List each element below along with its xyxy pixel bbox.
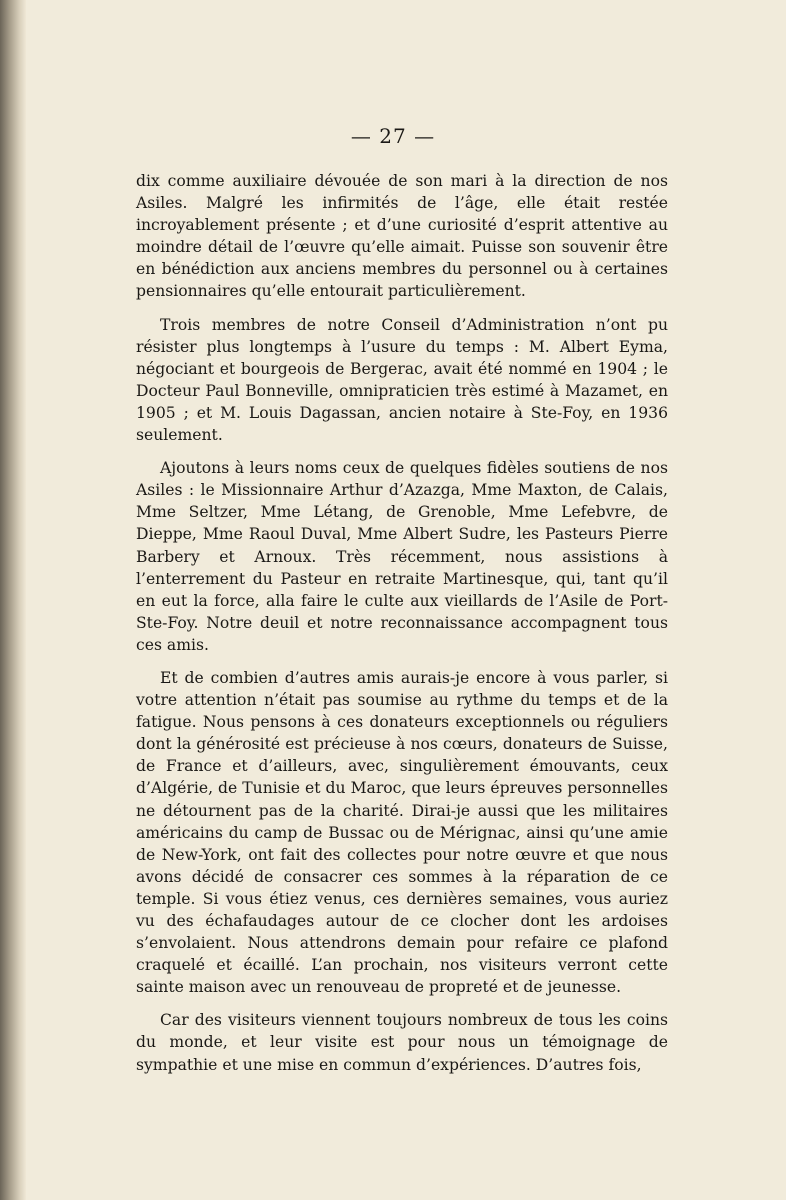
book-spine-shadow [0,0,26,1200]
paragraph-donors: Et de combien d’autres amis aurais-je encore à vous parler, si votre attention n’était pas soumise au rythme du temps et de la fatigue. Nous pensons à ces donateurs exceptionnels ou réguliers dont la générosité est précieuse à nos cœurs, donateurs de Suisse, de France et d’ailleurs, avec, singulièrement émouvants, ceux d’Algérie, de Tunisie et du Maroc, que leurs épreuves personnelles ne détournent pas de la charité. Dirai-je aussi que les militaires américains du camp de Bussac ou de Mérignac, ainsi qu’une amie de New-York, ont fait des collectes pour notre œuvre et que nous avons décidé de consacrer ces sommes à la réparation de ce temple. Si vous étiez venus, ces dernières semaines, vous auriez vu des échafaudages autour de ce clocher dont les ardoises s’envolaient. Nous attendrons demain pour refaire ce plafond craquelé et écaillé. L’an prochain, nos visiteurs verront cette sainte maison avec un renouveau de propreté et de jeunesse. [136,668,668,997]
paragraph-supporters: Ajoutons à leurs noms ceux de quelques fidèles soutiens de nos Asiles : le Missionnaire Arthur d’Azazga, Mme Maxton, de Calais, Mme Seltzer, Mme Létang, de Grenoble, Mme Lefebvre, de Dieppe, Mme Raoul Duval, Mme Albert Sudre, les Pasteurs Pierre Barbery et Arnoux. Très récemment, nous assistions à l’enterrement du Pasteur en retraite Martinesque, qui, tant qu’il en eut la force, alla faire le culte aux vieillards de l’Asile de Port-Ste-Foy. Notre deuil et notre reconnaissance accompagnent tous ces amis. [136,459,668,654]
paragraph-visitors: Car des visiteurs viennent toujours nombreux de tous les coins du monde, et leur visite est pour nous un témoignage de sympathie et une mise en commun d’expériences. D’autres fois, [136,1011,668,1074]
paragraph-continuation: dix comme auxiliaire dévouée de son mari à la direction de nos Asiles. Malgré les infirmités de l’âge, elle était restée incroyablement présente ; et d’une curiosité d’esprit attentive au moindre détail de l’œuvre qu’elle aimait. Puisse son souvenir être en bénédiction aux anciens membres du personnel ou à certaines pensionnaires qu’elle entourait particulièrement. [136,172,668,301]
page-number: — 27 — [350,124,436,148]
paragraph-council-members: Trois membres de notre Conseil d’Administration n’ont pu résister plus longtemps à l’usure du temps : M. Albert Eyma, négociant et bourgeois de Bergerac, avait été nommé en 1904 ; le Docteur Paul Bonneville, omnipraticien très estimé à Mazamet, en 1905 ; et M. Louis Dagassan, ancien notaire à Ste-Foy, en 1936 seulement. [136,315,668,445]
body-text [136,170,668,1087]
